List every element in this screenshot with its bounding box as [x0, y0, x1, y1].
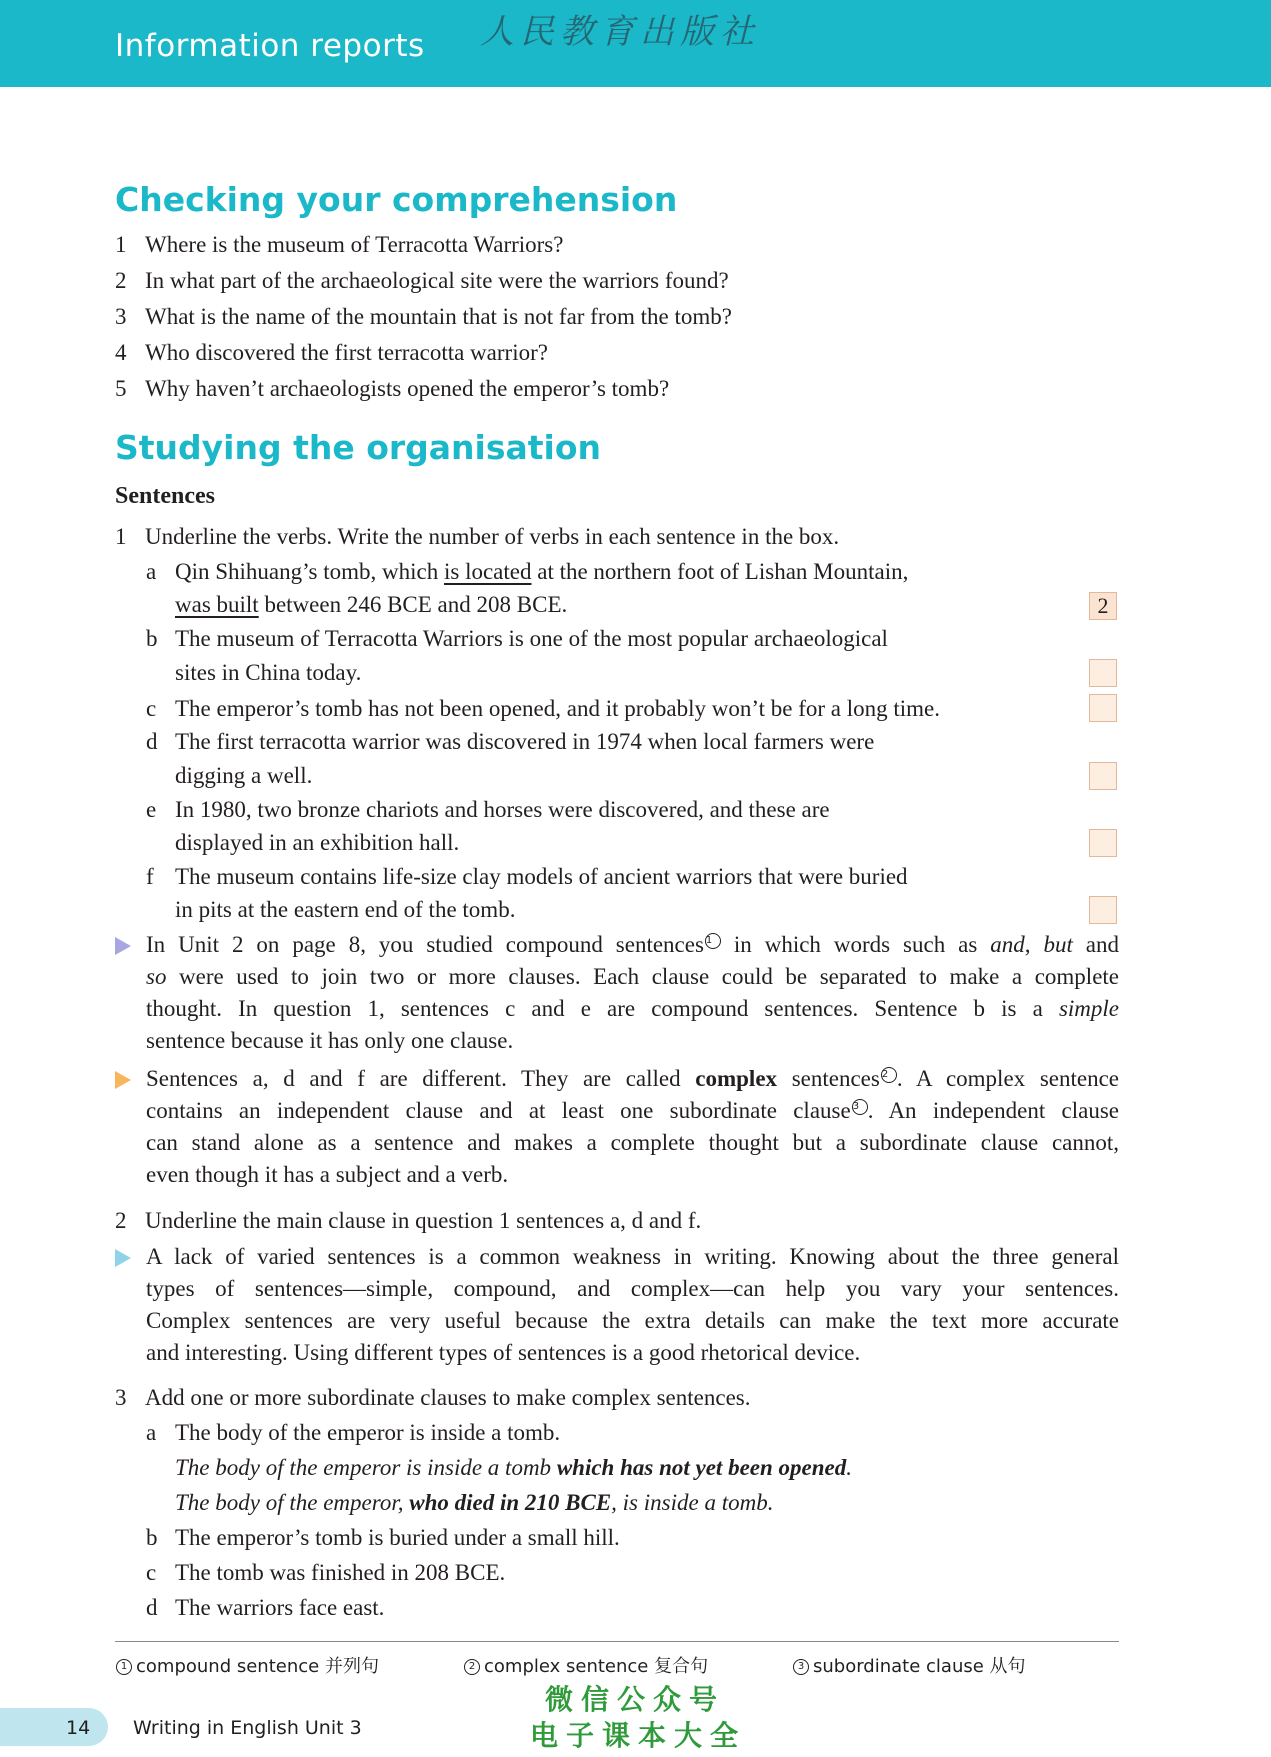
task3-sentence-b: The emperor’s tomb is buried under a small hill. [175, 1525, 620, 1550]
sentence-d-line2: digging a well. [175, 763, 313, 788]
task3-sentence-c: The tomb was finished in 208 BCE. [175, 1560, 506, 1585]
note-varied-sentences: A lack of varied sentences is a common weakness in writing. Knowing about the three general types of sentences—simple, compound, and complex—can help you vary your sentences. Complex sentences are very useful because the extra details can make the text more accurate and interesting. Using different types of sentences is a good rhetorical device. [146, 1244, 1119, 1365]
sentence-a-line2: was built between 246 BCE and 208 BCE. [175, 592, 568, 617]
page-number-tab [0, 1708, 108, 1746]
footnote-2: 2 complex sentence 复合句 [463, 1652, 708, 1678]
sentence-b-line2: sites in China today. [175, 660, 362, 685]
sentence-d-line1: The first terracotta warrior was discovered in 1974 when local farmers were [175, 729, 875, 754]
comprehension-question: 5 Why haven’t archaeologists opened the emperor’s tomb? [115, 376, 670, 401]
sentence-c-line1: The emperor’s tomb has not been opened, and it probably won’t be for a long time. [175, 696, 940, 721]
header-title: Information reports [115, 28, 425, 64]
comprehension-question: 3 What is the name of the mountain that is not far from the tomb? [115, 304, 732, 329]
note-complex-sentences: Sentences a, d and f are different. They are called complex sentences 2 . A complex sentence contains an independent clause and at least one subordinate clause 3 . An independent clause can stand alone as a sentence and makes a complete thought but a subordinate clause cannot, even though it has a subject and a verb. [146, 1066, 1119, 1187]
page-header [0, 0, 1271, 87]
item-letter: a [146, 1420, 157, 1445]
publisher-logo: 人民教育出版社 [480, 12, 760, 52]
task3-example-1: The body of the emperor is inside a tomb which has not yet been opened. [175, 1455, 852, 1480]
footer-title: Writing in English Unit 3 [133, 1717, 362, 1739]
note-marker-blue [115, 1249, 131, 1267]
item-letter: e [146, 797, 157, 822]
answer-box-f[interactable] [1089, 896, 1117, 924]
item-letter: b [146, 626, 158, 651]
item-letter: d [146, 1595, 158, 1620]
item-letter: c [146, 696, 157, 721]
comprehension-question: 2 In what part of the archaeological site were the warriors found? [115, 268, 729, 293]
answer-box-d[interactable] [1089, 762, 1117, 790]
sentence-f-line2: in pits at the eastern end of the tomb. [175, 897, 516, 922]
item-letter: a [146, 559, 157, 584]
footnote-1: 1 compound sentence 并列句 [115, 1652, 379, 1678]
sentence-e-line1: In 1980, two bronze chariots and horses were discovered, and these are [175, 797, 830, 822]
answer-box-c[interactable] [1089, 694, 1117, 722]
sentence-b-line1: The museum of Terracotta Warriors is one of the most popular archaeological [175, 626, 888, 651]
item-letter: f [146, 864, 154, 889]
task3-sentence-d: The warriors face east. [175, 1595, 385, 1620]
answer-box-b[interactable] [1089, 659, 1117, 687]
footnote-divider [115, 1641, 1119, 1642]
page-number: 14 [66, 1717, 91, 1739]
sentence-f-line1: The museum contains life-size clay models of ancient warriors that were buried [175, 864, 908, 889]
watermark-line1: 微信公众号 [545, 1683, 726, 1716]
task-2-instruction: 2 Underline the main clause in question 1 sentences a, d and f. [115, 1208, 702, 1233]
note-marker-orange [115, 1071, 131, 1089]
watermark-line2: 电子课本大全 [530, 1719, 747, 1752]
organisation-heading: Studying the organisation [115, 428, 602, 467]
item-letter: c [146, 1560, 157, 1585]
footnote-3: 3 subordinate clause 从句 [792, 1652, 1026, 1678]
answer-box-e[interactable] [1089, 829, 1117, 857]
task3-sentence-a: The body of the emperor is inside a tomb. [175, 1420, 561, 1445]
comprehension-question: 4 Who discovered the first terracotta warrior? [115, 340, 548, 365]
answer-box-a[interactable]: 2 [1089, 592, 1117, 620]
sentences-subheading: Sentences [115, 483, 215, 509]
task3-example-2: The body of the emperor, who died in 210 BCE, is inside a tomb. [175, 1490, 774, 1515]
comprehension-question: 1 Where is the museum of Terracotta Warriors? [115, 232, 564, 257]
sentence-e-line2: displayed in an exhibition hall. [175, 830, 460, 855]
task-3-instruction: 3 Add one or more subordinate clauses to make complex sentences. [115, 1385, 751, 1410]
item-letter: d [146, 729, 158, 754]
sentence-a-line1: Qin Shihuang’s tomb, which is located at the northern foot of Lishan Mountain, [175, 559, 909, 584]
task-1-instruction: 1 Underline the verbs. Write the number of verbs in each sentence in the box. [115, 524, 840, 549]
item-letter: b [146, 1525, 158, 1550]
note-compound-sentences: In Unit 2 on page 8, you studied compound sentences 1 in which words such as and, but and so were used to join two or more clauses. Each clause could be separated to make a complete thought. In question 1, sentences c and e are compound sentences. Sentence b is a simple sentence because it has only one clause. [146, 932, 1119, 1053]
note-marker-purple [115, 937, 131, 955]
comprehension-heading: Checking your comprehension [115, 180, 678, 219]
